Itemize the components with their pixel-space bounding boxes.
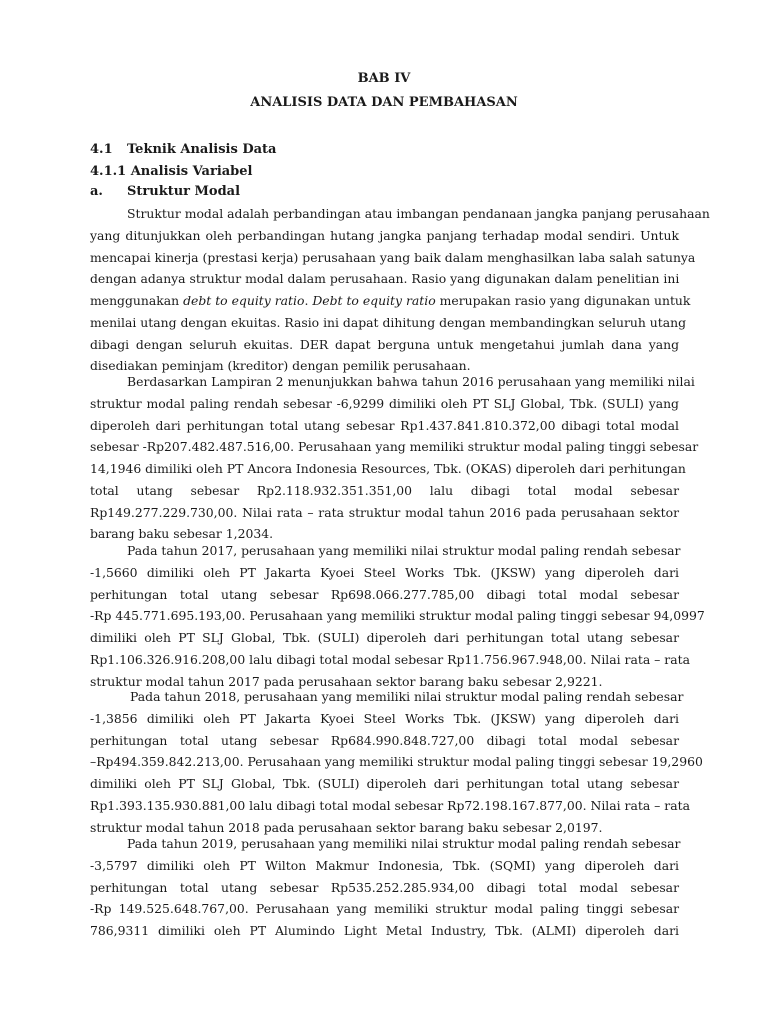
text-line: perhitungan total utang sebesar Rp684.990.848.727,00 dibagi total modal sebesar — [90, 732, 679, 748]
text-line: Rp1.106.326.916.208,00 lalu dibagi total modal sebesar Rp11.756.967.948,00. Nilai rata – rata — [90, 651, 690, 667]
text-line: dimiliki oleh PT SLJ Global, Tbk. (SULI) diperoleh dari perhitungan total utang sebesar — [90, 776, 679, 791]
text-line: Rp1.393.135.930.881,00 lalu dibagi total modal sebesar Rp72.198.167.877,00. Nilai rata – rata — [90, 797, 690, 813]
text-line: diperoleh dari perhitungan total utang sebesar Rp1.437.841.810.372,00 dibagi total modal — [90, 417, 679, 433]
text-line: struktur modal tahun 2017 pada perusahaan sektor barang baku sebesar 2,9221. — [90, 673, 603, 689]
section-label: 4.1.1 Analisis Variabel — [90, 164, 253, 179]
text-line: mencapai kinerja (prestasi kerja) perusahaan yang baik dalam menghasilkan laba salah satunya — [90, 249, 696, 265]
text-line: -Rp 149.525.648.767,00. Perusahaan yang memiliki struktur modal paling tinggi sebesar — [90, 901, 679, 917]
section-label: Teknik Analisis Data — [127, 142, 277, 157]
text-line: sebesar -Rp207.482.487.516,00. Perusahaan yang memiliki struktur modal paling tinggi sebesar — [90, 439, 699, 455]
text-segment: menggunakan — [90, 293, 184, 308]
text-line: yang ditunjukkan oleh perbandingan hutang jangka panjang terhadap modal sendiri. Untuk — [90, 227, 679, 243]
text-line: Rp149.277.229.730,00. Nilai rata – rata struktur modal tahun 2016 pada perusahaan sektor — [90, 504, 679, 520]
text-line: perhitungan total utang sebesar Rp535.252.285.934,00 dibagi total modal sebesar — [90, 879, 679, 895]
text-line: Pada tahun 2019, perusahaan yang memiliki nilai struktur modal paling rendah sebesar — [127, 836, 681, 851]
text-line: disediakan peminjam (kreditor) dengan pemilik perusahaan. — [90, 358, 471, 374]
section-heading-4-1 — [90, 142, 276, 158]
text-line: struktur modal tahun 2018 pada perusahaan sektor barang baku sebesar 2,0197. — [90, 819, 603, 835]
text-line: menilai utang dengan ekuitas. Rasio ini dapat dihitung dengan membandingkan seluruh utang — [90, 314, 687, 330]
text-line: dibagi dengan seluruh ekuitas. DER dapat berguna untuk mengetahui jumlah dana yang — [90, 336, 679, 352]
section-heading-a — [90, 184, 240, 200]
text-line: Berdasarkan Lampiran 2 menunjukkan bahwa tahun 2016 perusahaan yang memiliki nilai — [127, 374, 695, 389]
text-line: 786,9311 dimiliki oleh PT Alumindo Light Metal Industry, Tbk. (ALMI) diperoleh dari — [90, 923, 679, 938]
text-line: Pada tahun 2017, perusahaan yang memiliki nilai struktur modal paling rendah sebesar — [127, 543, 681, 558]
italic-term: debt to equity ratio — [183, 293, 305, 308]
text-line: 14,1946 dimiliki oleh PT Ancora Indonesia Resources, Tbk. (OKAS) diperoleh dari perhitungan — [90, 461, 686, 476]
text-line: perhitungan total utang sebesar Rp698.066.277.785,00 dibagi total modal sebesar — [90, 586, 679, 602]
text-line: dengan adanya struktur modal dalam perusahaan. Rasio yang digunakan dalam penelitian ini — [90, 271, 680, 287]
section-label: Struktur Modal — [127, 184, 241, 199]
text-segment: . — [304, 293, 313, 308]
paragraph-2017 — [90, 540, 705, 692]
text-line: -1,3856 dimiliki oleh PT Jakarta Kyoei Steel Works Tbk. (JKSW) yang diperoleh dari — [90, 710, 679, 726]
text-line: dimiliki oleh PT SLJ Global, Tbk. (SULI) diperoleh dari perhitungan total utang sebesar — [90, 630, 679, 645]
text-line: –Rp494.359.842.213,00. Perusahaan yang memiliki struktur modal paling tinggi sebesar 19,2960 — [90, 754, 703, 770]
paragraph-struktur-modal-definition — [90, 203, 710, 377]
text-line: -3,5797 dimiliki oleh PT Wilton Makmur Indonesia, Tbk. (SQMI) yang diperoleh dari — [90, 857, 679, 873]
chapter-title: ANALISIS DATA DAN PEMBAHASAN — [250, 95, 518, 110]
text-line: barang baku sebesar 1,2034. — [90, 526, 274, 542]
text-line: struktur modal paling rendah sebesar -6,9299 dimiliki oleh PT SLJ Global, Tbk. (SULI) yang — [90, 395, 679, 411]
text-line: Pada tahun 2018, perusahaan yang memiliki nilai struktur modal paling rendah sebesar — [130, 689, 684, 704]
section-heading-4-1-1 — [90, 164, 252, 180]
text-line: total utang sebesar Rp2.118.932.351.351,00 lalu dibagi total modal sebesar — [90, 482, 679, 498]
section-number: a. — [90, 184, 103, 199]
paragraph-2019 — [90, 833, 679, 942]
text-line: -Rp 445.771.695.193,00. Perusahaan yang memiliki struktur modal paling tinggi sebesar 94,0997 — [90, 608, 705, 624]
text-line: -1,5660 dimiliki oleh PT Jakarta Kyoei Steel Works Tbk. (JKSW) yang diperoleh dari — [90, 564, 679, 580]
section-number: 4.1 — [90, 142, 113, 157]
paragraph-2018 — [90, 686, 703, 838]
italic-term: Debt to equity ratio — [312, 293, 436, 308]
paragraph-2016 — [90, 371, 699, 545]
text-line: Struktur modal adalah perbandingan atau imbangan pendanaan jangka panjang perusahaan — [127, 206, 710, 221]
text-line — [90, 290, 691, 312]
text-segment: merupakan rasio yang digunakan untuk — [435, 293, 691, 308]
chapter-number: BAB IV — [357, 71, 411, 86]
